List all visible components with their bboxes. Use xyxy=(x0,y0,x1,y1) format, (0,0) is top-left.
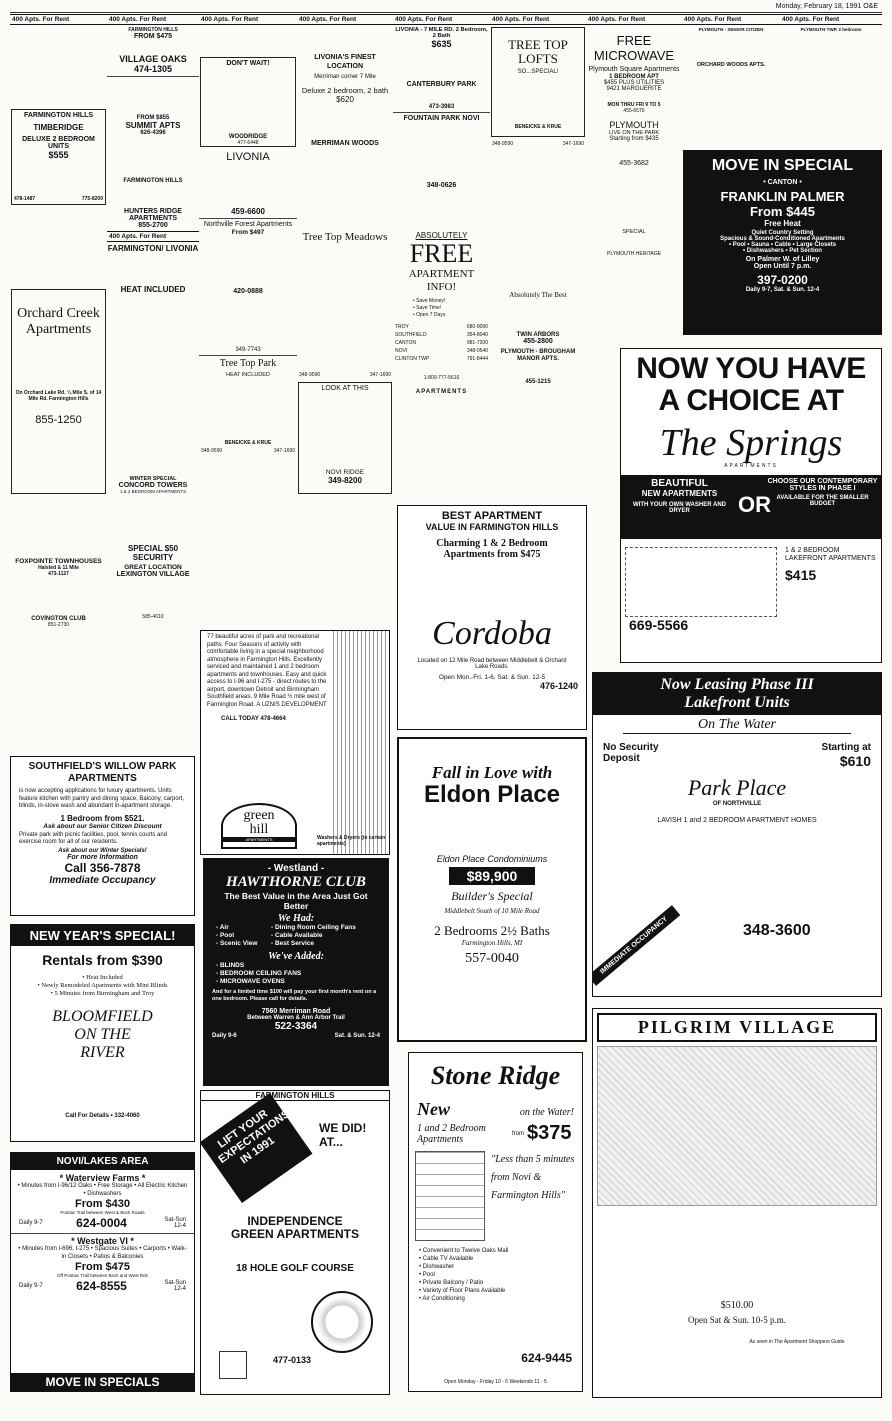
northville-phone-2: 349-7743 xyxy=(235,347,261,353)
open: Open Mon.-Fri. 1-6, Sat. & Sun. 12-5 xyxy=(438,674,546,681)
ad-phone: 855-1250 xyxy=(35,414,82,426)
ad-line: Spacious & Sound-Conditioned Apartments xyxy=(720,236,845,242)
ad-name: TIMBERIDGE xyxy=(33,123,84,132)
willow-park-ad xyxy=(10,756,195,916)
column-1 xyxy=(10,14,107,749)
ad-subtitle: SO...SPECIAL! xyxy=(517,69,559,75)
canterbury-phone: 473-3983 xyxy=(428,104,455,110)
immediate-banner: IMMEDIATE OCCUPANCY xyxy=(592,905,680,986)
foxpointe-phone: 473-1127 xyxy=(48,571,69,577)
ad-city: FARMINGTON HILLS xyxy=(201,1091,389,1101)
deluxe-desc: Deluxe 2 bedroom, 2 bath xyxy=(301,86,389,95)
phone-b: 347-1690 xyxy=(562,141,584,147)
ad-desc: is now accepting applications for luxury apartments. Units feature kitchen with pantry and dining space, Balcony, carport, blinds, in-stove wash and abundant in-apartment storage. xyxy=(19,788,184,809)
section-header: 400 Apts. For Rent xyxy=(490,14,586,25)
village-oaks-title: VILLAGE OAKS xyxy=(119,54,187,64)
summit-price: FROM $855 xyxy=(136,115,170,121)
waterview-location: Pontiac Trail between West & Beck Roads xyxy=(60,1210,145,1215)
phone: 455-6570 xyxy=(623,108,645,114)
seen-in: As seen in The Apartment Shoppers Guide xyxy=(749,1339,845,1345)
ad-hours: Daily 9-7, Sat. & Sun. 12-4 xyxy=(745,287,820,293)
bullet: • Heat Included xyxy=(82,974,123,981)
concord-sub: 1 & 2 BEDROOM APARTMENTS xyxy=(119,489,187,494)
column-9 xyxy=(780,14,882,134)
location-map xyxy=(415,1151,485,1241)
address: 9421 MARGUERITE xyxy=(606,86,662,92)
hours-weekend: Sat-Sun 12-4 xyxy=(164,1280,186,1292)
private-park: Private park with picnic facilities, pool, tennis courts and exercise room for all of our residents. xyxy=(19,831,168,845)
apartments-label: APARTMENTS xyxy=(415,389,468,395)
plymouth-square: Plymouth Square Apartments xyxy=(588,66,680,73)
waterview-desc: • Minutes from I-96/12 Oaks • Free Storage • All Electric Kitchen • Dishwashers xyxy=(17,1183,188,1197)
ad-title: TREE TOP LOFTS xyxy=(508,37,568,66)
amenity: • Pool xyxy=(419,1272,435,1278)
area-row: CANTON 981-7200 xyxy=(395,340,488,346)
free-subtitle: APARTMENT INFO! xyxy=(408,268,475,293)
ad-title: LOOK AT THIS xyxy=(321,385,369,392)
condos: Eldon Place Condominiums xyxy=(436,854,548,864)
golf-course: 18 HOLE GOLF COURSE xyxy=(236,1263,354,1274)
ad-headline: Fall in Love with xyxy=(431,763,553,782)
deluxe-price: $620 xyxy=(336,95,354,104)
less-than: "Less than 5 minutes from Novi & Farmington Hills" xyxy=(491,1154,575,1201)
northville-title: Northville Forest Apartments xyxy=(203,221,293,228)
area-row: NOVI 348-0540 xyxy=(395,348,488,354)
phone: 522-3364 xyxy=(274,1021,318,1032)
free-bullet: • Save Money! xyxy=(413,298,446,304)
location: Located on 12 Mile Road between Middlebelt & Orchard Lake Roads. xyxy=(417,658,567,670)
open: Open Monday - Friday 10 - 6 Weekends 11 - 5 xyxy=(444,1379,547,1385)
great-location: GREAT LOCATION xyxy=(124,564,182,571)
beds: 1 and 2 Bedroom Apartments xyxy=(417,1122,486,1145)
section-header: 400 Apts. For Rent xyxy=(107,231,199,242)
canterbury-title: CANTERBURY PARK xyxy=(406,81,477,88)
section-header: 400 Apts. For Rent xyxy=(10,14,107,25)
phone-a: 348-9590 xyxy=(201,448,223,454)
offer: And for a limited time $100 will pay your first month's rent on a one bedroom. Please call for details. xyxy=(212,989,377,1002)
rentals: Rentals from $390 xyxy=(42,952,163,968)
green-hill-ad xyxy=(200,630,390,855)
price: $89,900 xyxy=(449,867,536,885)
woodridge-phone: 477-6448 xyxy=(237,140,259,146)
ad-sub: Charming 1 & 2 Bedroom xyxy=(436,538,548,549)
phone: 476-1240 xyxy=(539,681,578,691)
column-6 xyxy=(490,14,586,509)
builder-special: Builder's Special xyxy=(451,889,533,903)
ad-desc: DELUXE 2 BEDROOM UNITS xyxy=(22,136,95,150)
section-header: 400 Apts. For Rent xyxy=(297,14,393,25)
phone-b: 347-1690 xyxy=(369,372,391,378)
section-header: 400 Apts. For Rent xyxy=(107,14,199,25)
bloomfield-ad xyxy=(10,924,195,1142)
absolutely-title: ABSOLUTELY xyxy=(415,231,468,240)
new-label: New xyxy=(417,1099,450,1119)
no-security: No Security Deposit xyxy=(603,742,659,764)
fountain-title: FOUNTAIN PARK NOVI xyxy=(403,115,480,122)
merriman-woods: MERRIMAN WOODS xyxy=(311,140,379,147)
springs-ad xyxy=(620,348,882,663)
location: Middlebelt South of 10 Mile Road xyxy=(444,907,540,915)
merriman-corner: Merriman corner 7 Mile xyxy=(314,74,376,80)
westgate-title: * Westgate VI * xyxy=(71,1236,134,1246)
section-header: 400 Apts. For Rent xyxy=(682,14,780,25)
ad-price: Apartments from $475 xyxy=(443,549,541,560)
heat-included: HEAT INCLUDED xyxy=(120,285,186,294)
available-label: AVAILABLE FOR THE SMALLER BUDGET xyxy=(776,495,869,507)
price: $510.00 xyxy=(720,1300,754,1311)
ad-title: HAWTHORNE CLUB xyxy=(226,874,366,890)
beautiful-label: BEAUTIFUL xyxy=(651,478,708,489)
village-oaks-price: FROM $475 xyxy=(133,33,173,40)
franklin-palmer-ad xyxy=(683,150,882,335)
phone: 477-0133 xyxy=(273,1355,312,1365)
foxpointe-title: FOXPOINTE TOWNHOUSES xyxy=(15,558,102,565)
price: $610 xyxy=(839,753,871,769)
absolutely-best: Absolutely The Best xyxy=(509,291,567,299)
novi-lakes-ad xyxy=(10,1152,195,1392)
look-at-this-ad xyxy=(298,382,392,494)
section-header: 400 Apts. For Rent xyxy=(199,14,297,25)
we-did: WE DID! AT... xyxy=(319,1121,367,1149)
move-specials: MOVE IN SPECIALS xyxy=(11,1373,194,1391)
price: $415 xyxy=(785,567,817,583)
livonia-title: LIVONIA xyxy=(226,151,270,163)
treetop-meadows: Tree Top Meadows xyxy=(302,231,388,243)
tree-top-lofts-ad xyxy=(491,27,585,137)
senior: Ask about our Senior Citizen Discount xyxy=(43,822,162,830)
free-microwave: FREE MICROWAVE xyxy=(593,33,675,63)
ad-phone-2: 775-8200 xyxy=(81,196,103,202)
free-bullet: • Open 7 Days xyxy=(413,312,446,318)
ad-phone: 478-1487 xyxy=(14,196,36,202)
ad-desc: 77 beautiful acres of park and recreational paths. Four Seasons of activity with comfortable living in a special neighborhood atmosphere in Farmington Hills. Excellently serviced and maintained 1 and 2 bedroom apartments and townhouses. Easy and quick access to I-96 and I-275 - direct routes to the airport, downtown Detroit and Birmingham Southfield areas. 9 Mile Road ½ mile west of Farmington Road. A UZNIS DEVELOPMENT xyxy=(207,634,327,708)
we-had: We Had: xyxy=(277,913,315,924)
or-label: OR xyxy=(738,492,771,517)
price-635: $635 xyxy=(431,39,452,49)
hunters-city: FARMINGTON HILLS xyxy=(123,178,183,184)
lavish: LAVISH 1 and 2 BEDROOM APARTMENT HOMES xyxy=(657,817,817,824)
woodridge-title: WOODRIDGE xyxy=(228,134,268,140)
bullet: • 5 Minutes from Birmingham and Troy xyxy=(50,990,155,997)
cordoba-ad xyxy=(397,505,587,730)
info: For more Information xyxy=(67,853,138,861)
logo-sub: APARTMENTS xyxy=(223,837,295,842)
phone: 557-0040 xyxy=(465,951,519,966)
timberidge-ad xyxy=(11,109,106,205)
hours-daily: Daily 9-7 xyxy=(19,1220,43,1226)
price: $455 PLUS UTILITIES xyxy=(603,80,665,86)
waterview-price: From $430 xyxy=(74,1198,131,1210)
ad-name: FRANKLIN PALMER xyxy=(720,189,845,204)
area-row: TROY 680-9090 xyxy=(395,324,488,330)
ad-line: • Pool • Sauna • Cable • Large Closets xyxy=(728,242,837,248)
bedroom: 1 BEDROOM APT xyxy=(609,74,659,80)
live-park: LIVE ON THE PARK xyxy=(608,130,660,136)
phone: 669-5566 xyxy=(629,617,689,633)
westgate-price: From $475 xyxy=(74,1261,131,1273)
starting: Starting at xyxy=(821,742,871,753)
masthead: Monday, February 18, 1991 O&E xyxy=(10,3,882,13)
phone: Call For Details • 332-4060 xyxy=(65,1113,140,1119)
ad-address: On Orchard Lake Rd. ¼ Mile S. of 14 Mile Rd. Farmington Hills xyxy=(15,390,102,402)
free-title: FREE xyxy=(409,239,474,268)
amenity: • Variety of Floor Plans Available xyxy=(419,1288,506,1294)
springs-logo-sub: APARTMENTS xyxy=(724,463,778,469)
section-header: 400 Apts. For Rent xyxy=(393,14,490,25)
ad-price: $555 xyxy=(48,150,69,160)
logo-hill: hill xyxy=(249,822,269,837)
column-7 xyxy=(586,14,682,349)
free-phone: 1-800-777-5616 xyxy=(423,375,460,381)
summit-title: SUMMIT APTS xyxy=(125,121,181,130)
classified-text-block xyxy=(10,27,107,107)
amenity: • Private Balcony / Patio xyxy=(419,1280,484,1286)
lift-banner: LIFT YOUR EXPECTATIONS IN 1991 xyxy=(200,1093,312,1203)
independence-green-ad xyxy=(200,1090,390,1395)
park-place-logo: Park Place xyxy=(687,775,787,800)
hours-daily: Daily 9-6 xyxy=(212,1033,237,1039)
orchard-creek-ad xyxy=(11,289,106,494)
washers: Washers & Dryers (in certain apartments) xyxy=(317,835,386,847)
ad-title: Orchard Creek Apartments xyxy=(17,306,100,337)
plymouth-senior: PLYMOUTH - SENIOR CITIZEN xyxy=(698,27,764,32)
winter: Ask about our Winter Specials! xyxy=(58,847,147,854)
column-2 xyxy=(107,14,199,749)
northville-phone: 420-0888 xyxy=(233,288,263,295)
column-5 xyxy=(393,14,490,509)
waterview-title: * Waterview Farms * xyxy=(59,1173,146,1183)
logo-green: green xyxy=(243,808,275,823)
ad-price: From $445 xyxy=(749,204,816,219)
price: $375 xyxy=(527,1122,572,1144)
phone-b: 347-1690 xyxy=(273,448,295,454)
ad-headline: The Best Value in the Area Just Got Better xyxy=(224,891,368,911)
phone: 348-3600 xyxy=(743,922,811,939)
ad-title: INDEPENDENCE GREEN APARTMENTS xyxy=(230,1214,359,1241)
section-header: 400 Apts. For Rent xyxy=(586,14,682,25)
beneicke-krue: BENEICKE & KRUE xyxy=(224,440,272,446)
from: from xyxy=(512,1130,524,1137)
ad-subheadline: Lakefront Units xyxy=(593,694,881,715)
call: CALL TODAY 478-4664 xyxy=(221,716,286,722)
ad-title: MOVE IN SPECIAL xyxy=(711,157,854,174)
amenity: • Cable TV Available xyxy=(419,1256,474,1262)
column-8 xyxy=(682,14,780,134)
bloomfield-logo: BLOOMFIELD ON THE RIVER xyxy=(52,1008,153,1061)
covington-phone: 851-2730 xyxy=(47,622,70,628)
waterview-phone: 624-0004 xyxy=(76,1216,127,1230)
open-hours: Open Sat & Sun. 10-5 p.m. xyxy=(688,1315,786,1325)
ad-title: PILGRIM VILLAGE xyxy=(597,1013,877,1042)
area-row: CLINTON TWP 791-8444 xyxy=(395,356,488,362)
ad-headline-2: VALUE IN FARMINGTON HILLS xyxy=(425,522,559,532)
special-security: SPECIAL $50 SECURITY xyxy=(127,544,179,562)
ad-headline: Now Leasing Phase III xyxy=(593,673,881,694)
ad-headline: BEST APARTMENT xyxy=(441,510,543,522)
ad-title: SOUTHFIELD'S WILLOW PARK APARTMENTS xyxy=(28,761,177,784)
beds: 2 Bedrooms 2½ Baths xyxy=(434,923,550,938)
ad-open: Open Until 7 p.m. xyxy=(753,263,812,270)
hours: MON THRU FRI 9 TO 5 xyxy=(607,102,661,108)
westgate-desc: • Minutes from I-696, I-275 • Spacious Suites • Carports • Walk-in Closets • Patios & Balconies xyxy=(18,1246,187,1260)
ad-phone: 397-0200 xyxy=(757,273,808,287)
phone-a: 348-9590 xyxy=(492,141,514,147)
lexington-title: LEXINGTON VILLAGE xyxy=(116,571,190,578)
park-place-logo-sub: OF NORTHVILLE xyxy=(712,801,762,807)
twin-arbors-phone: 455-2800 xyxy=(523,338,553,345)
plymouth-title: PLYMOUTH xyxy=(609,120,659,130)
fountain-phone: 348-0626 xyxy=(426,182,457,189)
address: 7560 Merriman Road xyxy=(261,1008,331,1015)
northville-price: From $497 xyxy=(231,229,265,236)
building-illustration xyxy=(597,1046,877,1206)
heritage: PLYMOUTH HERITAGE xyxy=(607,251,661,257)
lexington-phone: 585-4010 xyxy=(142,614,164,620)
stone-ridge-logo: Stone Ridge xyxy=(430,1061,561,1090)
amenity: • Dishwasher xyxy=(419,1264,455,1270)
we-added: We've Added: xyxy=(268,951,324,962)
village-oaks-city: FARMINGTON HILLS xyxy=(128,27,178,33)
springs-logo: The Springs xyxy=(659,422,843,464)
foxpointe-address: Halsted & 11 Mile xyxy=(38,565,79,571)
plymouth-phone: 455-3682 xyxy=(619,160,649,167)
classified-text-block xyxy=(10,496,107,556)
livonia-finest: LIVONIA'S FINEST LOCATION xyxy=(314,54,376,70)
phone: 624-9445 xyxy=(521,1351,572,1365)
ad-heat: Free Heat xyxy=(764,219,801,228)
ad-title: DON'T WAIT! xyxy=(226,60,270,67)
ad-city: • CANTON • xyxy=(763,179,802,186)
plymouth-twp: PLYMOUTH TWP. 2 bedroom xyxy=(800,27,862,32)
amenity: • Air Conditioning xyxy=(419,1296,465,1302)
ad-headline: NEW YEAR'S SPECIAL! xyxy=(11,925,194,946)
on-water: on the Water! xyxy=(519,1107,574,1118)
novi-ridge: NOVI RIDGE xyxy=(325,469,365,476)
westgate-location: Off Pontiac Trail between Beck and West Rds xyxy=(57,1273,148,1278)
brougham-title: PLYMOUTH - BROUGHAM MANOR APTS. xyxy=(500,349,576,362)
eldon-logo: Eldon Place xyxy=(423,781,561,808)
winter-special: WINTER SPECIAL xyxy=(129,476,177,482)
summit-phone: 626-4396 xyxy=(140,130,166,136)
price: 1 Bedroom from $521. xyxy=(60,813,145,823)
livonia-7mile: LIVONIA - 7 MILE RD. 2 Bedroom, 2 Bath xyxy=(395,27,488,39)
ad-headline: NOW YOU HAVE xyxy=(636,352,866,385)
beneicke-krue: BENEICKE & KRUE xyxy=(514,124,562,130)
phone-a: 348-9590 xyxy=(299,372,321,378)
eldon-place-ad xyxy=(397,737,587,1042)
bullet: • Newly Remodeled Apartments with Mini Blinds xyxy=(37,982,168,989)
tree-illustration xyxy=(333,631,389,855)
starting-price: Starting from $435 xyxy=(609,136,659,142)
city: Farmington Hills, MI xyxy=(461,939,523,947)
classified-text-block xyxy=(10,580,107,614)
classified-text-block xyxy=(10,207,107,287)
cordoba-logo: Cordoba xyxy=(432,615,552,652)
ad-title: NOVI/LAKES AREA xyxy=(11,1153,194,1170)
address-2: Between Warren & Ann Arbor Trail xyxy=(247,1015,345,1021)
stone-ridge-ad xyxy=(408,1052,583,1392)
hunters-title: HUNTERS RIDGE APARTMENTS xyxy=(124,208,182,222)
amenity: • Convenient to Twelve Oaks Mall xyxy=(419,1248,509,1254)
village-oaks-phone: 474-1305 xyxy=(133,64,173,74)
immediate: Immediate Occupancy xyxy=(49,874,156,886)
twin-arbors: TWIN ARBORS xyxy=(516,332,560,338)
location-map xyxy=(219,1351,247,1379)
novi-phone: 349-8200 xyxy=(328,476,362,485)
treetop-park-title: Tree Top Park xyxy=(219,358,277,369)
beds: 1 & 2 BEDROOM LAKEFRONT APARTMENTS xyxy=(785,547,876,562)
pilgrim-village-ad xyxy=(592,1008,882,1398)
livonia-title: FARMINGTON/ LIVONIA xyxy=(107,244,199,253)
ad-headline-2: A CHOICE AT xyxy=(658,384,844,417)
hours-weekend: Sat. & Sun. 12-4 xyxy=(334,1033,380,1039)
ad-city: - Westland - xyxy=(267,863,325,874)
ad-line: Quiet Country Setting xyxy=(751,230,814,236)
choose-label: CHOOSE OUR CONTEMPORARY STYLES IN PHASE I xyxy=(767,478,878,492)
golf-ball-illustration xyxy=(311,1291,373,1353)
on-water: On The Water xyxy=(623,717,851,734)
free-bullet: • Save Time! xyxy=(413,305,442,311)
new-apts: NEW APARTMENTS xyxy=(641,489,718,498)
park-place-ad xyxy=(592,672,882,997)
ad-line: • Dishwashers • Pet Section xyxy=(743,248,822,254)
dont-wait-ad xyxy=(200,57,296,147)
covington-title: COVINGTON CLUB xyxy=(31,616,86,622)
section-header: 400 Apts. For Rent xyxy=(780,14,882,25)
ad-address: On Palmer W. of Lilley xyxy=(745,256,820,263)
column-4 xyxy=(297,14,393,634)
special: SPECIAL xyxy=(622,229,646,235)
phone: Call 356-7878 xyxy=(64,860,141,875)
washer-dryer: WITH YOUR OWN WASHER AND DRYER xyxy=(633,502,726,514)
area-row: SOUTHFIELD 354-8040 xyxy=(395,332,488,338)
hours-daily: Daily 9-7 xyxy=(19,1283,43,1289)
westgate-phone: 624-8555 xyxy=(76,1279,127,1293)
hunters-phone: 855-2700 xyxy=(138,222,168,229)
concord-title: CONCORD TOWERS xyxy=(118,482,188,489)
column-3 xyxy=(199,14,297,634)
hours-weekend: Sat-Sun 12-4 xyxy=(164,1217,186,1229)
brougham-phone: 455-1215 xyxy=(525,379,551,385)
orchard-woods: ORCHARD WOODS APTS. xyxy=(696,62,766,68)
ad-title: FARMINGTON HILLS xyxy=(23,112,94,119)
livonia-phone: 459-6600 xyxy=(231,207,265,216)
heat-included: HEAT INCLUDED xyxy=(226,372,270,378)
hawthorne-club-ad: - Westland - HAWTHORNE CLUB The Best Value in the Area Just Got Better We Had: - Air - Dining Room Ceiling Fans - Pool - Cable Available - Scenic View - Best Service We've Added: - BLINDS - BEDROOM CEILING FANS - MICROWAVE OVENS And for a limited time $100 will pay your first month's rent on a one bedroom. Please call for details. 7560 Merriman Road Between Warren & Ann Arbor Trail 522-3364 Daily 9-6 Sat. & Sun. 12-4 xyxy=(203,858,389,1086)
